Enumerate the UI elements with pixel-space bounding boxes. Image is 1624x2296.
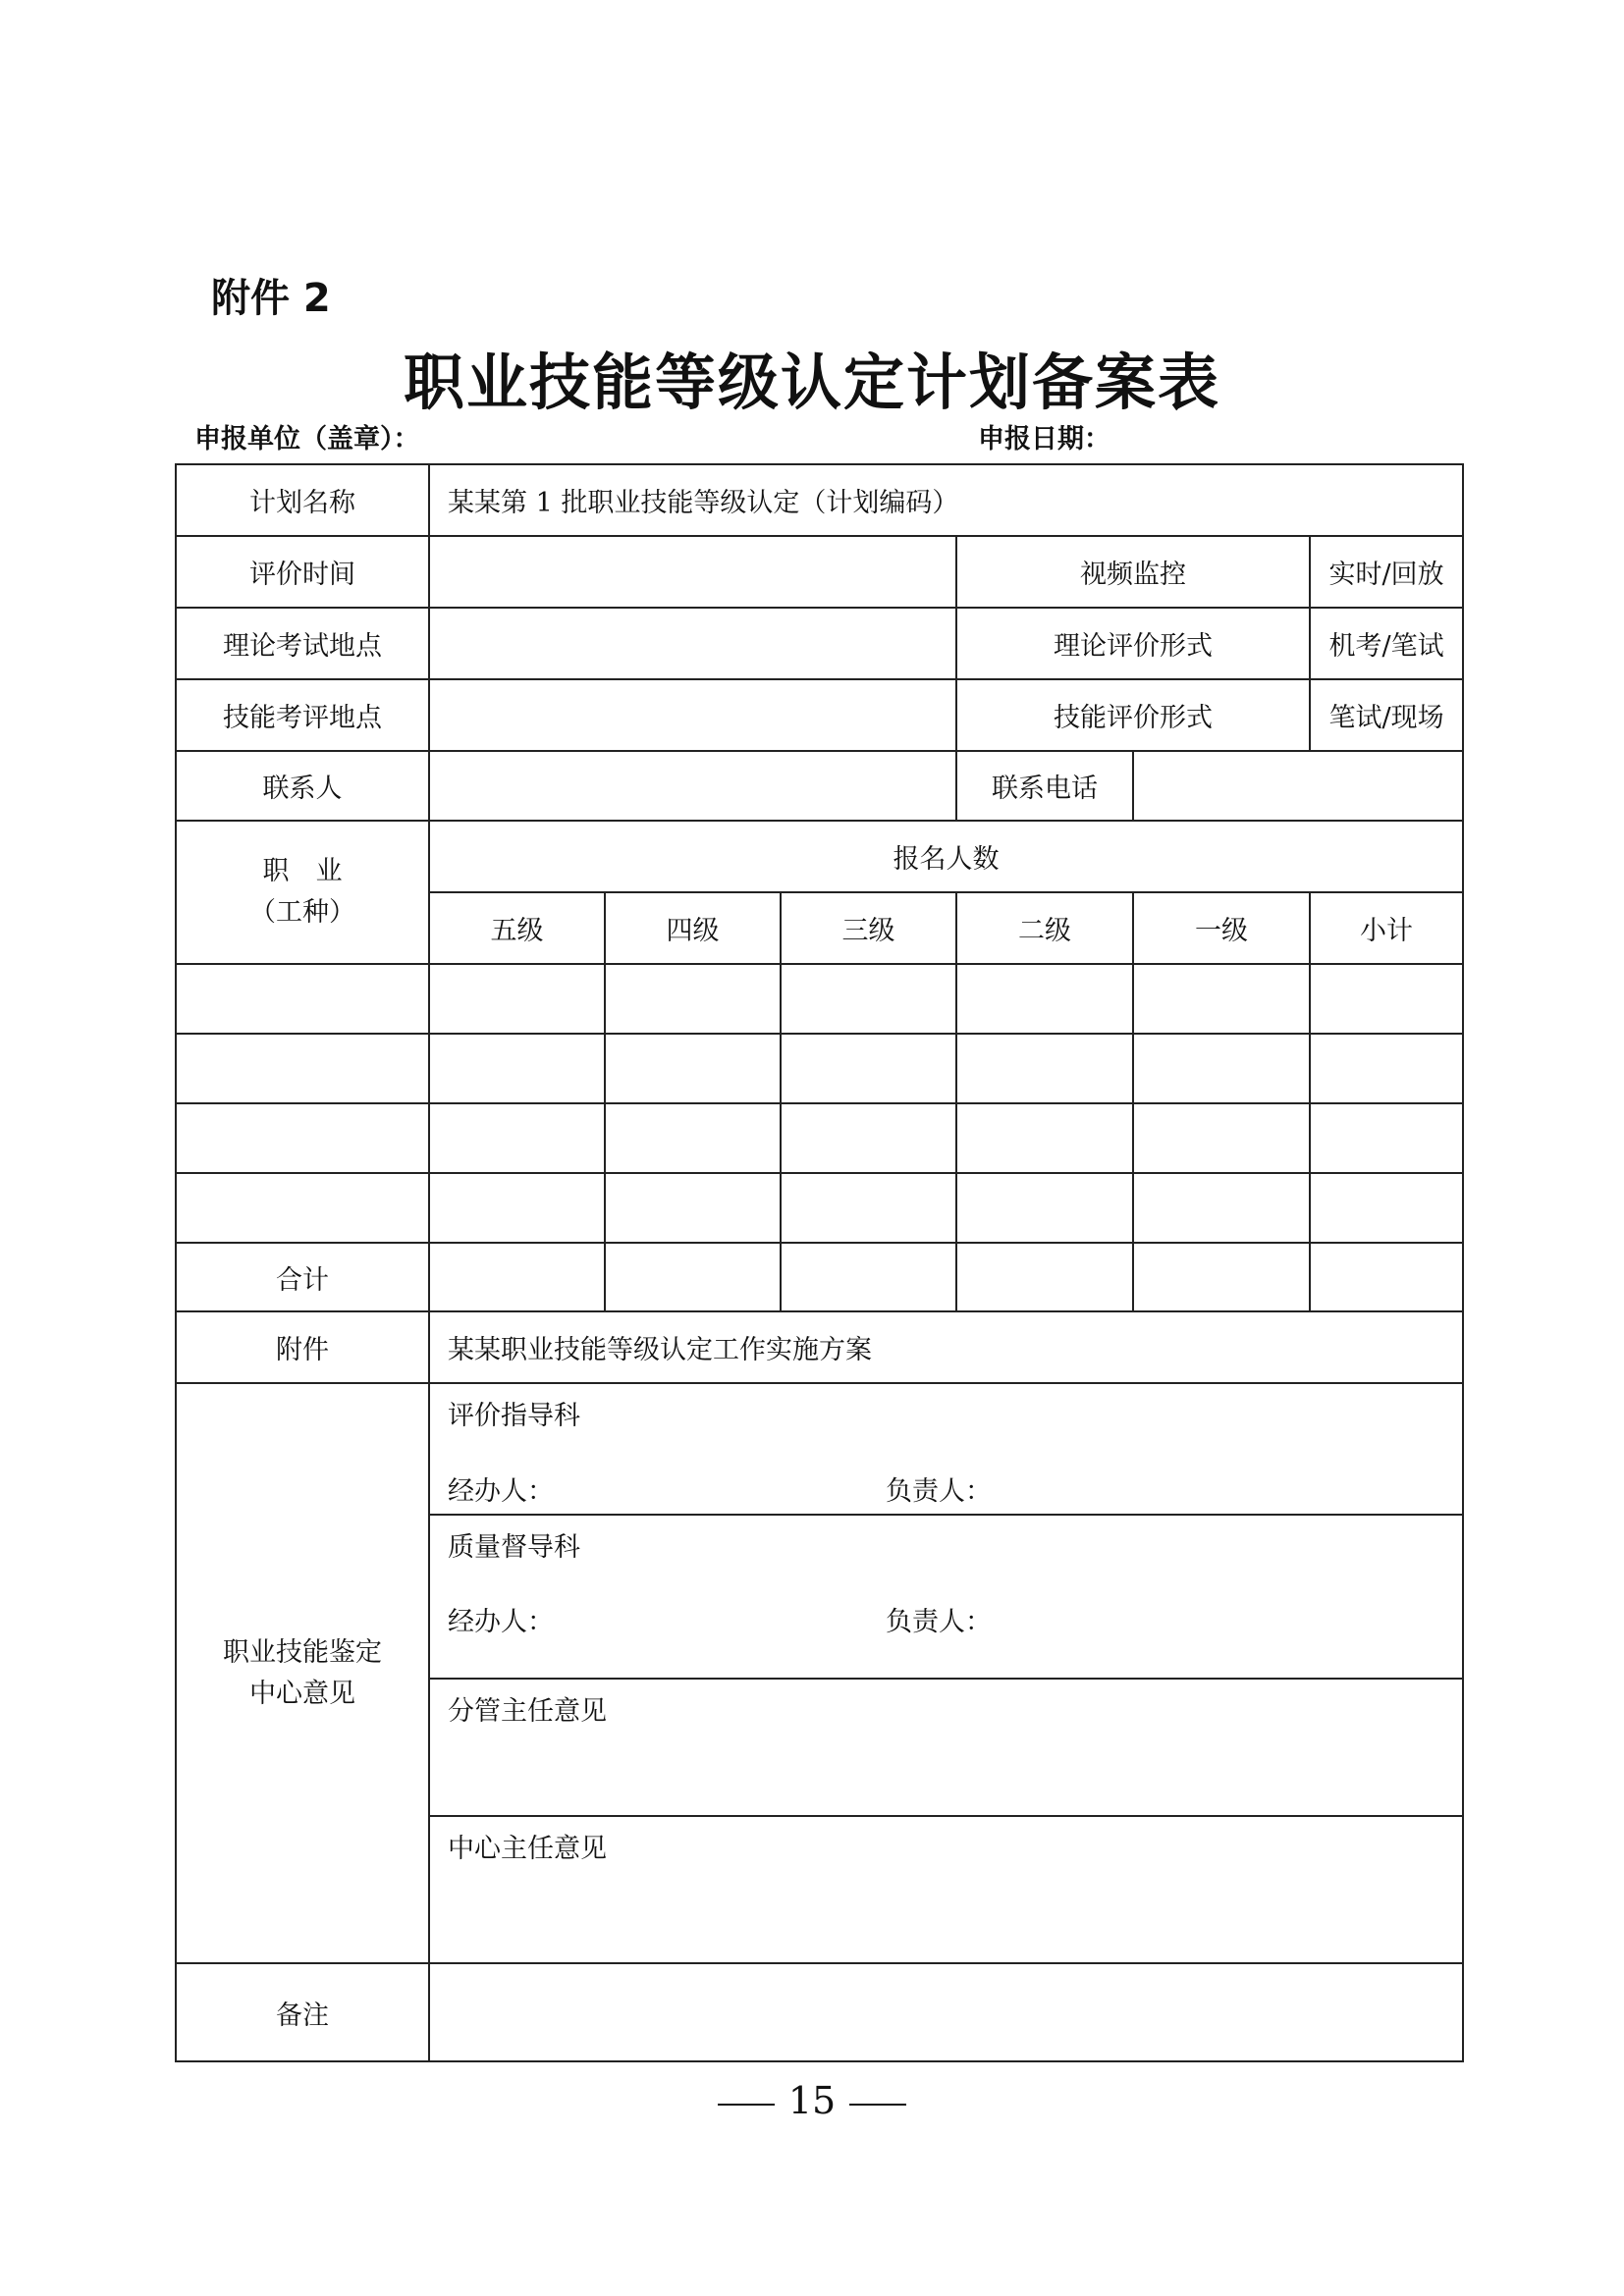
eval-time-label: 评价时间: [176, 536, 429, 608]
count-cell[interactable]: [605, 1034, 781, 1103]
theory-form-label: 理论评价形式: [956, 608, 1310, 679]
eval-time-field[interactable]: [429, 536, 956, 608]
level-3-header: 三级: [781, 892, 956, 964]
total-cell[interactable]: [781, 1243, 956, 1311]
subtotal-cell[interactable]: [1310, 964, 1463, 1034]
handler-label: 经办人：: [448, 1476, 554, 1507]
skill-form-label: 技能评价形式: [956, 679, 1310, 751]
occupation-cell[interactable]: [176, 1103, 429, 1173]
total-label: 合计: [176, 1243, 429, 1311]
filing-form-table: [175, 463, 1464, 2062]
theory-form-value: 机考/笔试: [1310, 608, 1463, 679]
eval-time-row: [176, 536, 1463, 608]
video-monitor-label: 视频监控: [956, 536, 1310, 608]
occupation-label-line2: （工种）: [249, 897, 355, 928]
dash-right: [849, 2104, 906, 2106]
quality-supervision-box[interactable]: [429, 1515, 1463, 1679]
video-monitor-value: 实时/回放: [1310, 536, 1463, 608]
count-cell[interactable]: [781, 1034, 956, 1103]
eval-guidance-box[interactable]: [429, 1383, 1463, 1515]
count-cell[interactable]: [956, 964, 1133, 1034]
occupation-label-line1: 职 业: [262, 856, 343, 886]
contact-row: [176, 751, 1463, 821]
level-1-header: 一级: [1133, 892, 1310, 964]
count-cell[interactable]: [781, 1173, 956, 1243]
center-opinion-label-line2: 中心意见: [249, 1678, 355, 1709]
table-row: [176, 1103, 1463, 1173]
count-cell[interactable]: [429, 1103, 605, 1173]
handler-label: 经办人：: [448, 1607, 554, 1637]
total-cell[interactable]: [956, 1243, 1133, 1311]
level-5-header: 五级: [429, 892, 605, 964]
theory-site-label: 理论考试地点: [176, 608, 429, 679]
table-row: [176, 964, 1463, 1034]
dash-left: [718, 2104, 775, 2106]
center-director-box[interactable]: [429, 1816, 1463, 1963]
phone-field[interactable]: [1133, 751, 1463, 821]
count-cell[interactable]: [1133, 1173, 1310, 1243]
theory-site-field[interactable]: [429, 608, 956, 679]
plan-name-value: 某某第 1 批职业技能等级认定（计划编码）: [429, 464, 1463, 536]
quality-supervision-label: 质量督导科: [448, 1532, 580, 1563]
count-cell[interactable]: [605, 1173, 781, 1243]
total-cell[interactable]: [1310, 1243, 1463, 1311]
count-cell[interactable]: [956, 1173, 1133, 1243]
total-row: [176, 1243, 1463, 1311]
page-number-text: 15: [787, 2079, 837, 2122]
total-cell[interactable]: [605, 1243, 781, 1311]
applicant-unit-label: 申报单位（盖章）：: [194, 424, 420, 454]
phone-label: 联系电话: [956, 751, 1133, 821]
center-director-label: 中心主任意见: [448, 1834, 607, 1864]
responsible-label: 负责人：: [886, 1476, 992, 1507]
enroll-header-row: [176, 821, 1463, 892]
responsible-label: 负责人：: [886, 1607, 992, 1637]
contact-label: 联系人: [176, 751, 429, 821]
count-cell[interactable]: [781, 1103, 956, 1173]
subtotal-cell[interactable]: [1310, 1173, 1463, 1243]
skill-form-value: 笔试/现场: [1310, 679, 1463, 751]
page-number: [0, 2079, 1624, 2122]
eval-guidance-label: 评价指导科: [448, 1401, 580, 1431]
table-row: [176, 1173, 1463, 1243]
plan-name-row: [176, 464, 1463, 536]
count-cell[interactable]: [1133, 1103, 1310, 1173]
occupation-cell[interactable]: [176, 1173, 429, 1243]
count-cell[interactable]: [429, 1034, 605, 1103]
attachment-label: 附件 2: [211, 276, 331, 321]
application-date-label: 申报日期：: [978, 424, 1110, 454]
count-cell[interactable]: [781, 964, 956, 1034]
count-cell[interactable]: [1133, 1034, 1310, 1103]
count-cell[interactable]: [429, 1173, 605, 1243]
occupation-cell[interactable]: [176, 964, 429, 1034]
count-cell[interactable]: [605, 1103, 781, 1173]
theory-site-row: [176, 608, 1463, 679]
count-cell[interactable]: [1133, 964, 1310, 1034]
subtotal-header: 小计: [1310, 892, 1463, 964]
deputy-director-label: 分管主任意见: [448, 1696, 607, 1727]
count-cell[interactable]: [956, 1034, 1133, 1103]
center-opinion-label: [176, 1383, 429, 1963]
remarks-label: 备注: [176, 1963, 429, 2061]
plan-name-label: 计划名称: [176, 464, 429, 536]
level-2-header: 二级: [956, 892, 1133, 964]
total-cell[interactable]: [429, 1243, 605, 1311]
deputy-director-box[interactable]: [429, 1679, 1463, 1816]
subtotal-cell[interactable]: [1310, 1103, 1463, 1173]
remarks-field[interactable]: [429, 1963, 1463, 2061]
page-title: 职业技能等级认定计划备案表: [403, 347, 1220, 418]
occupation-cell[interactable]: [176, 1034, 429, 1103]
opinion-eval-row: [176, 1383, 1463, 1515]
total-cell[interactable]: [1133, 1243, 1310, 1311]
count-cell[interactable]: [605, 964, 781, 1034]
skill-site-field[interactable]: [429, 679, 956, 751]
attachment-row: [176, 1311, 1463, 1383]
count-cell[interactable]: [429, 964, 605, 1034]
subtotal-cell[interactable]: [1310, 1034, 1463, 1103]
attachment-row-value: 某某职业技能等级认定工作实施方案: [429, 1311, 1463, 1383]
contact-field[interactable]: [429, 751, 956, 821]
skill-site-label: 技能考评地点: [176, 679, 429, 751]
remarks-row: [176, 1963, 1463, 2061]
count-cell[interactable]: [956, 1103, 1133, 1173]
occupation-label: [176, 821, 429, 964]
attachment-row-label: 附件: [176, 1311, 429, 1383]
level-4-header: 四级: [605, 892, 781, 964]
enroll-count-label: 报名人数: [429, 821, 1463, 892]
center-opinion-label-line1: 职业技能鉴定: [223, 1636, 382, 1668]
skill-site-row: [176, 679, 1463, 751]
table-row: [176, 1034, 1463, 1103]
